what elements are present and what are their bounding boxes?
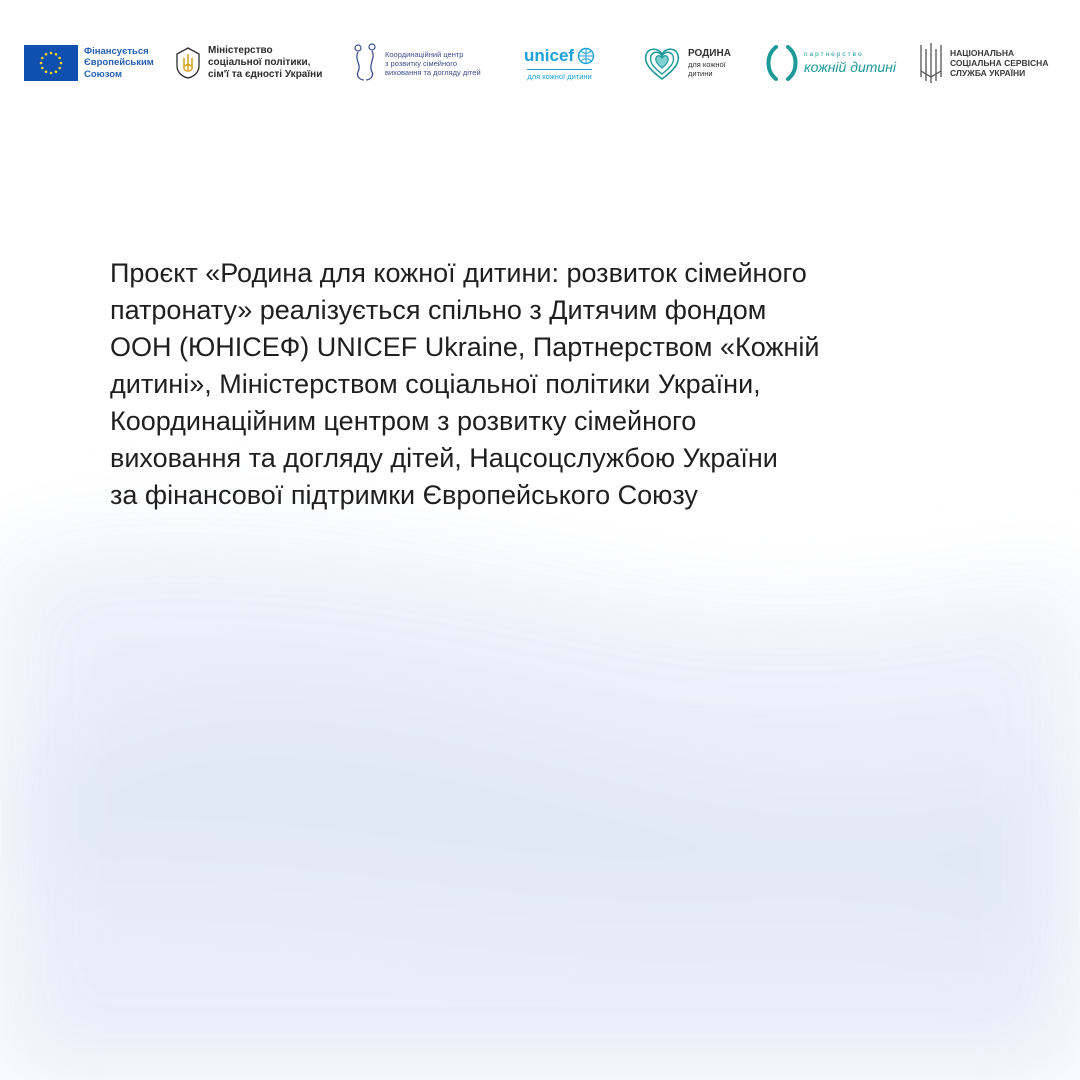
coordination-center-mark-icon	[350, 42, 380, 84]
kozhnii-line2: кожній дитині	[804, 58, 896, 75]
kozhnii-parentheses-icon	[764, 43, 800, 83]
ministry-logo-line1: Міністерство	[208, 45, 273, 56]
nssu-logo-text	[950, 48, 1048, 79]
eu-logo-line1: Фінансується	[84, 45, 149, 57]
coordination-center-line3: виховання та догляду дітей	[385, 67, 481, 77]
ministry-logo-text	[208, 45, 322, 81]
ministry-logo	[174, 38, 322, 88]
unicef-word: unicef	[524, 45, 575, 65]
kozhnii-line1: партнерство	[804, 50, 864, 58]
eu-flag-icon	[24, 45, 78, 81]
rodyna-logo	[642, 38, 731, 88]
unicef-wordmark	[524, 46, 595, 66]
kozhnii-logo-text	[804, 51, 896, 76]
rodyna-line2: для кожної	[688, 60, 726, 69]
rodyna-line1: РОДИНА	[688, 48, 731, 59]
ministry-shield-icon	[174, 46, 202, 80]
nssu-trident-icon	[916, 41, 946, 85]
rodyna-line3: дитини	[688, 69, 713, 78]
kozhnii-dytyni-logo	[764, 38, 896, 88]
nssu-line3: СЛУЖБА УКРАЇНИ	[950, 68, 1026, 79]
eu-logo-line2: Європейським	[84, 57, 154, 69]
coordination-center-line1: Координаційний центр	[385, 49, 464, 59]
rodyna-heart-icon	[642, 43, 682, 83]
nssu-logo	[916, 38, 1048, 88]
eu-logo	[24, 38, 154, 88]
partner-logos-bar	[24, 38, 1064, 88]
coordination-center-line2: з розвитку сімейного	[385, 58, 458, 68]
eu-logo-line3: Союзом	[84, 68, 122, 80]
nssu-line1: НАЦІОНАЛЬНА	[950, 47, 1015, 58]
coordination-center-logo-text	[385, 50, 481, 77]
unicef-tagline: для кожної дитини	[527, 69, 591, 81]
nssu-line2: СОЦІАЛЬНА СЕРВІСНА	[950, 57, 1049, 68]
unicef-logo	[524, 38, 595, 88]
project-description-text: Проєкт «Родина для кожної дитини: розвиток сімейного патронату» реалізується спільно з Дитячим фондом ООН (ЮНІСЕФ) UNICEF Ukraine, Партнерством «Кожній дитині», Міністерством соціальної політики України, Координаційним центром з розвитку сімейного виховання та догляду дітей, Нацсоцслужбою України за фінансової підтримки Європейського Союзу	[110, 258, 820, 510]
eu-logo-text	[84, 46, 154, 80]
ministry-logo-line2: соціальної політики,	[208, 57, 311, 68]
unicef-globe-icon	[577, 47, 595, 65]
ministry-logo-line3: сім'ї та єдності України	[208, 69, 323, 80]
coordination-center-logo	[350, 38, 481, 88]
rodyna-logo-text	[688, 48, 731, 78]
